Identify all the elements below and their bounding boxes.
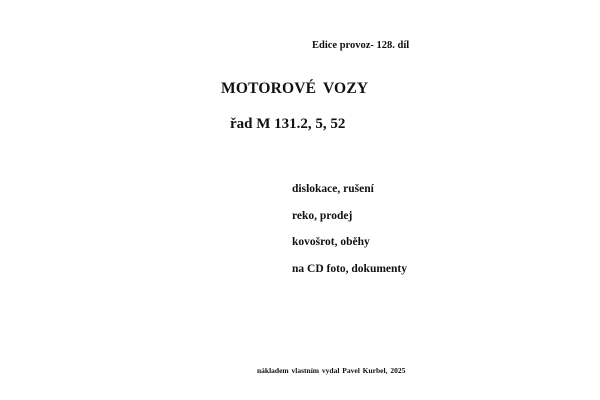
topic-item-reconstruction: reko, prodej xyxy=(292,209,353,222)
topic-item-dislocation: dislokace, rušení xyxy=(292,183,374,195)
topics-list xyxy=(292,183,407,289)
publisher-imprint: nákladem vlastním vydal Pavel Kurbel, 2025 xyxy=(257,366,406,375)
document-title: MOTOROVÉ VOZY xyxy=(221,80,369,97)
series-subtitle: řad M 131.2, 5, 52 xyxy=(230,116,346,132)
topic-item-scrapping: kovošrot, oběhy xyxy=(292,236,370,248)
edition-label: Edice provoz- 128. díl xyxy=(312,40,410,51)
topic-item-cd-content: na CD foto, dokumenty xyxy=(292,262,408,275)
